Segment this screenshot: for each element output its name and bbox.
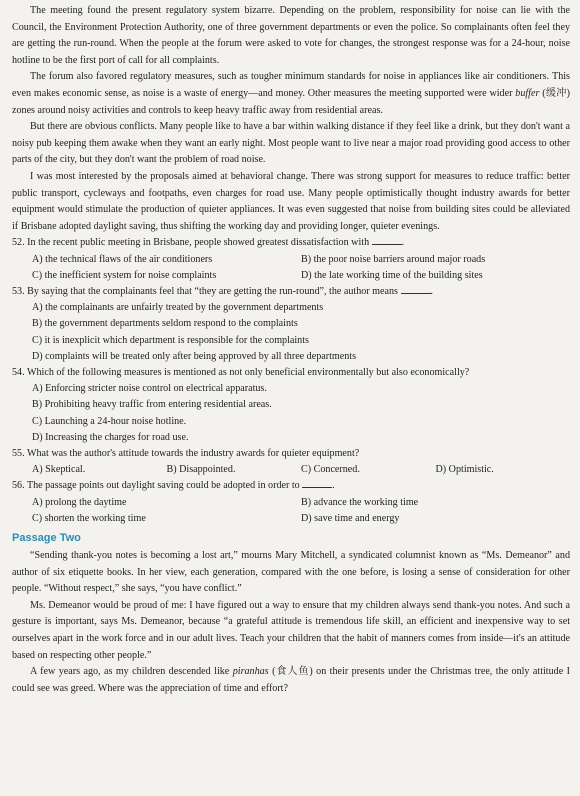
option[interactable]: B) the government departments seldom respond to the complaints xyxy=(32,318,298,330)
option[interactable]: D) Optimistic. xyxy=(435,464,494,476)
option-row xyxy=(12,252,570,268)
question-stem: 53. By saying that the complainants feel that “they are getting the run-round”, the author means . xyxy=(12,285,434,297)
chinese-gloss: (食人鱼) xyxy=(272,666,313,678)
paragraph: Ms. Demeanor would be proud of me: I have figured out a way to ensure that my children always send thank-you notes. And such a gesture is important, says Ms. Demeanor, because “a grateful attitude is tremendous life skill, an efficient and inexpensive way to set ourselves apart in the work force and in our adult lives. Teach your children that the habit of manners comes from inside—it's an attitude based on respecting other people.” xyxy=(12,599,570,661)
option-row xyxy=(12,511,570,527)
paragraph-text: zones around noisy activities and controls to keep heavy traffic away from residential areas. xyxy=(12,104,383,116)
question-stem: 52. In the recent public meeting in Brisbane, people showed greatest dissatisfaction with . xyxy=(12,237,405,249)
option-row xyxy=(12,268,570,284)
paragraph: “Sending thank-you notes is becoming a lost art,” mourns Mary Mitchell, a syndicated columnist known as “Ms. Demeanor” and author of six etiquette books. In her view, each generation, compared with the one before, is losing a sense of consideration for other people. “Without respect,” she says, “you have conflict.” xyxy=(12,549,570,595)
option[interactable]: A) Skeptical. xyxy=(32,464,86,476)
answer-blank[interactable] xyxy=(401,284,431,294)
question-stem: 56. The passage points out daylight saving could be adopted in order to . xyxy=(12,480,335,492)
paragraph-text: on their presents under the Christmas tree, the only attitude I could see was greed. Where was the appreciation of time and effort? xyxy=(12,666,570,694)
option[interactable]: A) Enforcing stricter noise control on electrical apparatus. xyxy=(32,383,267,395)
option-row xyxy=(12,462,570,478)
italic-term: piranhas xyxy=(232,666,269,678)
option[interactable]: A) the technical flaws of the air conditioners xyxy=(32,253,213,265)
option[interactable]: C) Launching a 24-hour noise hotline. xyxy=(32,415,187,427)
paragraph: But there are obvious conflicts. Many people like to have a bar within walking distance if they feel like a drink, but they don't want a noisy pub keeping them awake when they want an early night. Most people want to live near a major road providing good access to other parts of the city, but they don't want the problem of road noise. xyxy=(12,121,570,166)
option[interactable]: D) complaints will be treated only after being approved by all three departments xyxy=(32,350,357,362)
paragraph: I was most interested by the proposals aimed at behavioral change. There was strong support for measures to reduce traffic: better public transport, cycleways and footpaths, even charges for road use. Many people optimistically thought industry awards for better equipment would stimulate the production of quieter appliances. It was even suggested that noise from building sites could be alleviated if Brisbane adopted daylight saving, thus shifting the working day and providing longer, quieter evenings. xyxy=(12,170,570,232)
chinese-gloss: (缓冲) xyxy=(542,87,570,99)
paragraph-text: A few years ago, as my children descended like xyxy=(30,666,230,678)
option-row xyxy=(12,495,570,511)
paragraph: The meeting found the present regulatory system bizarre. Depending on the problem, responsibility for noise can lie with the Council, the Environment Protection Authority, one of three government departments or even the police. So complainants often feel they are getting the run-round. When the people at the forum were asked to vote for changes, the strongest response was for a 24-hour, noise hotline to be the first port of call for all complaints. xyxy=(12,5,570,66)
option[interactable]: C) it is inexplicit which department is responsible for the complaints xyxy=(32,334,309,346)
option[interactable]: D) save time and energy xyxy=(301,512,400,524)
paragraph-text: The forum also favored regulatory measures, such as tougher minimum standards for noise in appliances like air conditioners. This even makes economic sense, as noise is a waste of energy—and money. Other measures the meeting supported were wider xyxy=(12,71,570,99)
option[interactable]: C) shorten the working time xyxy=(32,512,146,524)
paragraph xyxy=(12,69,570,119)
answer-blank[interactable] xyxy=(372,235,402,245)
option[interactable]: A) prolong the daytime xyxy=(32,496,127,508)
option[interactable]: C) the inefficient system for noise complaints xyxy=(32,269,217,281)
option[interactable]: A) the complainants are unfairly treated by the government departments xyxy=(32,302,324,314)
option[interactable]: B) advance the working time xyxy=(301,496,419,508)
italic-term: buffer xyxy=(515,87,540,99)
question-stem: 54. Which of the following measures is mentioned as not only beneficial environmentally but also economically? xyxy=(12,366,470,378)
answer-blank[interactable] xyxy=(302,478,332,488)
paragraph xyxy=(12,664,570,697)
option[interactable]: B) the poor noise barriers around major roads xyxy=(301,253,486,265)
option[interactable]: D) the late working time of the building sites xyxy=(301,269,483,281)
option[interactable]: D) Increasing the charges for road use. xyxy=(32,431,189,443)
option[interactable]: B) Disappointed. xyxy=(166,464,236,476)
option[interactable]: B) Prohibiting heavy traffic from entering residential areas. xyxy=(32,399,272,411)
question-stem: 55. What was the author's attitude towards the industry awards for quieter equipment? xyxy=(12,447,360,459)
option[interactable]: C) Concerned. xyxy=(301,464,360,476)
passage-heading: Passage Two xyxy=(12,531,81,544)
